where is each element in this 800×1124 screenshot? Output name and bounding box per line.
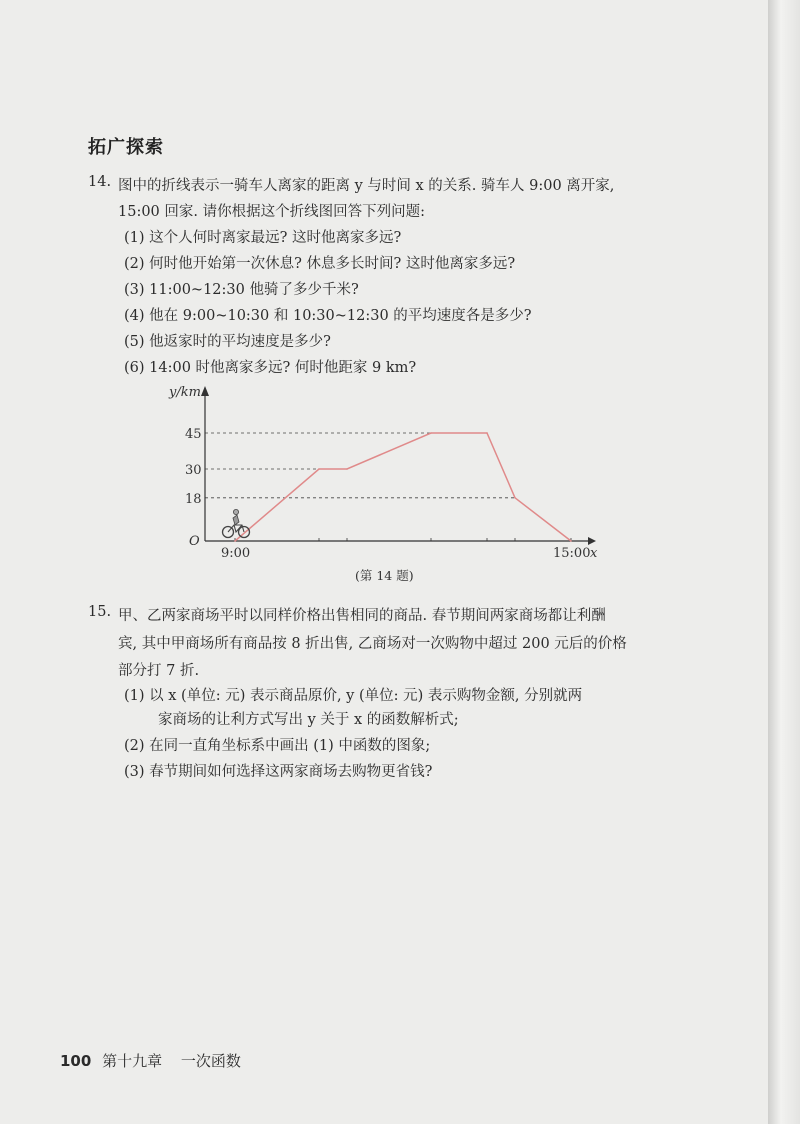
- data-point-6: [570, 540, 572, 542]
- q14-item-6: (6) 14:00 时他离家多远? 何时他距家 9 km?: [124, 360, 417, 376]
- q14-number: 14.: [88, 174, 112, 190]
- y-tick-label-45: 45: [185, 427, 202, 442]
- distance-series-line: [235, 433, 571, 541]
- data-point-2: [346, 468, 348, 470]
- y-tick-label-18: 18: [185, 491, 202, 507]
- chapter-title: 一次函数: [180, 1052, 241, 1070]
- section-title: 拓广探索: [88, 137, 164, 158]
- chapter-label: 第十九章: [102, 1052, 163, 1070]
- q15-item-2: (2) 在同一直角坐标系中画出 (1) 中函数的图象;: [124, 738, 431, 754]
- q15-item-1-cont: 家商场的让利方式写出 y 关于 x 的函数解析式;: [158, 712, 459, 728]
- x-axis-label: x: [590, 546, 598, 561]
- q15-number: 15.: [88, 604, 112, 620]
- data-point-3: [430, 432, 432, 434]
- cyclist-icon: [223, 509, 250, 537]
- q14-item-3: (3) 11:00~12:30 他骑了多少千米?: [124, 282, 359, 298]
- q14-item-5: (5) 他返家时的平均速度是多少?: [124, 334, 331, 350]
- q15-stem-line2: 宾, 其中甲商场所有商品按 8 折出售, 乙商场对一次购物中超过 200 元后的价格: [118, 636, 627, 652]
- page-footer: [60, 1050, 241, 1071]
- x-axis-arrow: [588, 537, 596, 545]
- y-axis-label: y/km: [169, 385, 201, 400]
- q14-item-1: (1) 这个人何时离家最远? 这时他离家多远?: [124, 230, 402, 246]
- q14-stem-line1: 图中的折线表示一骑车人离家的距离 y 与时间 x 的关系. 骑车人 9:00 离开家,: [118, 178, 615, 194]
- origin-label: O: [189, 534, 200, 549]
- x-tick-label-end: 15:00: [553, 546, 591, 561]
- data-point-0: [234, 540, 236, 542]
- q14-item-2: (2) 何时他开始第一次休息? 休息多长时间? 这时他离家多远?: [124, 256, 516, 272]
- q14-item-4: (4) 他在 9:00~10:30 和 10:30~12:30 的平均速度各是多少?: [124, 308, 532, 324]
- figure-caption: (第 14 题): [355, 568, 414, 583]
- q15-item-1: (1) 以 x (单位: 元) 表示商品原价, y (单位: 元) 表示购物金额, 分别就两: [124, 688, 583, 704]
- distance-time-chart: [160, 378, 620, 564]
- q15-item-3: (3) 春节期间如何选择这两家商场去购物更省钱?: [124, 764, 433, 780]
- data-point-4: [486, 432, 488, 434]
- q14-stem-line2: 15:00 回家. 请你根据这个折线图回答下列问题:: [118, 204, 425, 220]
- page-number: 100: [60, 1052, 92, 1070]
- q15-stem-line3: 部分打 7 折.: [118, 663, 200, 679]
- data-point-1: [318, 468, 320, 470]
- y-tick-label-30: 30: [185, 463, 202, 478]
- page-edge: [768, 0, 800, 1124]
- data-point-5: [514, 497, 516, 499]
- y-axis-arrow: [201, 386, 209, 396]
- q15-stem-line1: 甲、乙两家商场平时以同样价格出售相同的商品. 春节期间两家商场都让利酬: [118, 608, 606, 624]
- x-tick-label-start: 9:00: [221, 546, 251, 561]
